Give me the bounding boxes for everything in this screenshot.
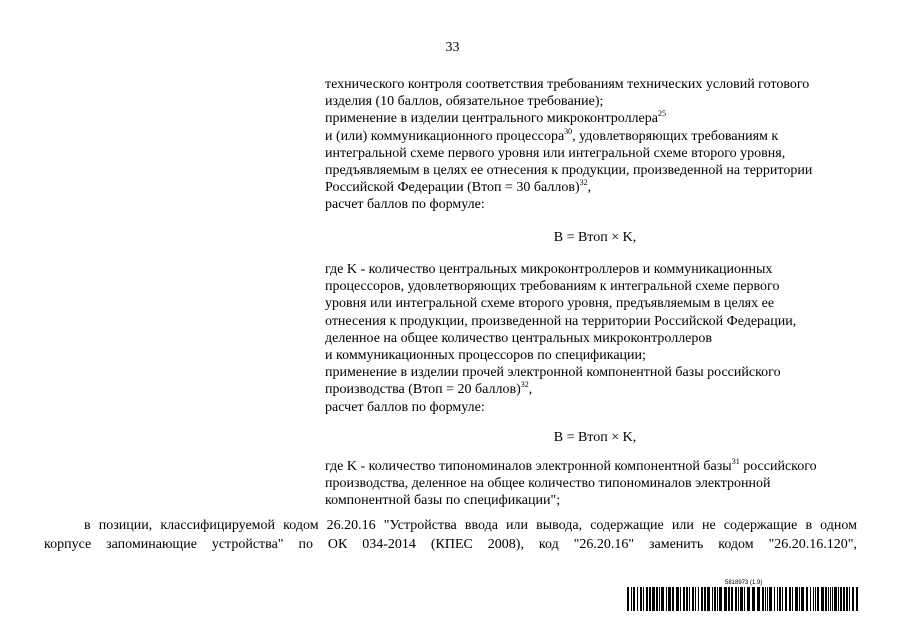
paragraph [44,516,857,554]
text-line: расчет баллов по формуле: [325,197,485,213]
text-line: производства (Втоп = 20 баллов)$^{32}$, [325,380,533,398]
text-line: в позиции, классифицируемой кодом 26.20.16 "Устройства ввода или вывода, содержащие или не содержащие в одном [84,518,857,533]
text-line: процессоров, удовлетворяющих требованиям к интегральной схеме первого [325,279,780,295]
text-line: где K - количество центральных микроконтроллеров и коммуникационных [325,262,773,277]
text-line: где K - количество типономиналов электронной компонентной базы$^{31}$ российского [325,457,817,474]
text-line: компонентной базы по спецификации"; [325,493,561,509]
footnote-ref: 25 [657,109,666,119]
page-number: 33 [445,40,460,55]
text-line: Российской Федерации (Втоп = 30 баллов)$^{32}$, [325,178,592,196]
text-line: отнесения к продукции, произведенной на территории Российской Федерации, [325,313,797,329]
text-line: производства, деленное на общее количество типономиналов электронной [325,476,771,492]
text-block-2 [325,261,865,416]
text-line: интегральной схеме первого уровня или интегральной схеме второго уровня, [325,145,786,161]
barcode-icon [627,587,859,611]
formula: В = Втоп × K, [553,430,637,445]
formula: В = Втоп × K, [553,230,637,245]
text-line: и коммуникационных процессоров по спецификации; [325,348,646,364]
barcode-caption: 5818973 (1.9) [725,580,763,586]
text-line: применение в изделии прочей электронной компонентной базы российского [325,365,781,381]
text-block-1 [325,76,865,214]
footnote-ref: 31 [731,457,740,466]
text-line: предъявляемым в целях ее отнесения к продукции, произведенной на территории [325,163,813,179]
text-line: расчет баллов по формуле: [325,399,485,415]
text-line: уровня или интегральной схеме второго уровня, предъявляемым в целях ее [325,296,775,312]
text-block-3 [325,458,865,510]
text-line: корпусе запоминающие устройства" по ОК 034-2014 (КПЕС 2008), код "26.20.16" заменить кодом "26.20.16.120", [44,537,857,552]
text-line: деленное на общее количество центральных микроконтроллеров [325,330,713,346]
text-line: применение в изделии центрального микроконтроллера$^{25}$ [325,109,666,127]
text-line: изделия (10 баллов, обязательное требование); [325,94,604,110]
footnote-ref: 30 [564,126,573,136]
footnote-ref: 32 [520,380,529,390]
footnote-ref: 32 [579,178,588,188]
text-line: технического контроля соответствия требованиям технических условий готового [325,77,810,92]
text-line: и (или) коммуникационного процессора$^{30}$, удовлетворяющих требованиям к [325,126,779,144]
